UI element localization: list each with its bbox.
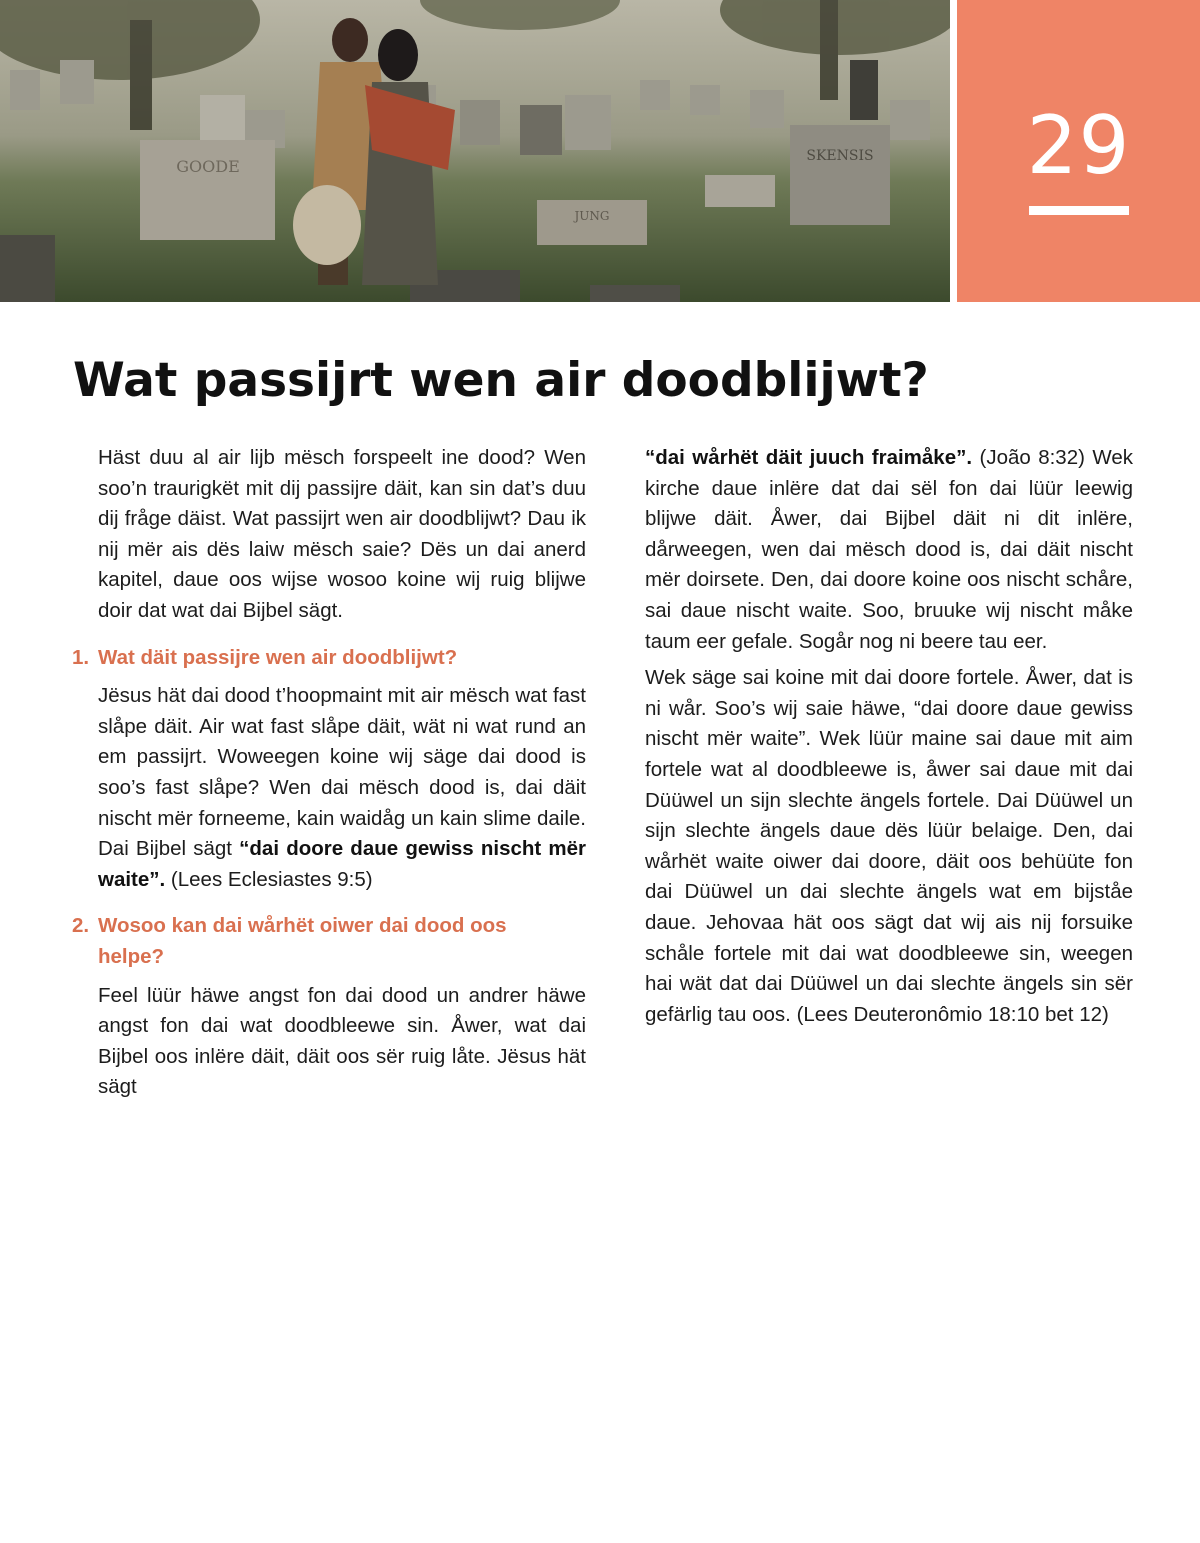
- lesson-badge: [957, 0, 1200, 302]
- lesson-number: 29: [1026, 99, 1131, 192]
- answer-2-continued: [645, 443, 1133, 657]
- badge-divider: [1029, 206, 1129, 215]
- cemetery-illustration: [0, 0, 950, 302]
- question-2-heading: [72, 911, 532, 972]
- intro-paragraph: Häst duu al air lijb mësch forspeelt ine dood? Wen soo’n traurigkët mit dij passijre däit, kan sin dat’s duu dij fråge däist. Wat passijrt wen air doodblijwt? Dau ik nij mër ais dës laiw mësch saie? Dës un dai anerd kapitel, daue oos wijse wosoo koine wij ruig blijwe doir dat wat dai Bijbel sägt.: [98, 446, 586, 622]
- right-column: [645, 443, 1133, 1030]
- page-title: Wat passijrt wen air doodblijwt?: [73, 353, 929, 408]
- cemetery-photo: [0, 0, 950, 302]
- question-1-text: Wat däit passijre wen air doodblijwt?: [98, 645, 458, 669]
- answer-2-quote: “dai wårhët däit juuch fraimåke”.: [645, 446, 973, 469]
- gravestone-skensis-label: SKENSIS: [806, 148, 874, 164]
- answer-2-rest: (João 8:32) Wek kirche daue inlëre dat dai sël fon dai lüür leewig blijwe däit. Åwer, dai Bijbel däit ni dit inlëre, dårweegen, wen dai mësch dood is, dai däit nischt mër doirsete. Den, dai doore koine oos nischt schåre, sai daue nischt waite. Soo, bruuke wij nischt måke taum eer gefale. Sogår nog ni beere tau eer.: [645, 446, 1133, 653]
- gravestone-skensis: [790, 125, 890, 225]
- question-2-number: 2.: [72, 914, 90, 938]
- answer-1-paragraph: [98, 681, 586, 895]
- gravestone-goode: [140, 140, 275, 240]
- question-1-heading: [72, 643, 586, 674]
- question-2-text: Wosoo kan dai wårhët oiwer dai dood oos helpe?: [98, 914, 507, 968]
- closing-paragraph: Wek säge sai koine mit dai doore fortele. Åwer, dat is ni wår. Soo’s wij saie häwe, “dai doore daue gewiss nischt mër waite”. Wek lüür maine sai daue mit aim fortele wat al doodbleewe is, åwer sai daue mit dai Düüwel un sijn slechte ängels fortele. Dai Düüwel un sijn slechte ängels daue dës lüür belaige. Den, dai wårhët waite oiwer dai doore, däit oos behüüte fon dai Düüwel un dai slechte ängels wat em bijståe daue. Jehovaa hät oos sägt dat wij ais nij forsuike schåle fortele mit dai wat doodbleewe sin, weegen hai wät dat dai Düüwel un dai slechte ängels sin sër gefärlig tau oos. (Lees Deuteronômio 18:10 bet 12): [645, 666, 1133, 1026]
- left-column: [72, 443, 587, 1103]
- answer-2-text: Feel lüür häwe angst fon dai dood un andrer häwe angst fon dai wat doodbleewe sin. Åwer, wat dai Bijbel oos inlëre däit, däit oos sër ruig låte. Jësus hät sägt: [98, 983, 586, 1099]
- answer-1-quote: “dai doore daue gewiss nischt mër waite”.: [98, 837, 587, 891]
- answer-1-text: Jësus hät dai dood t’hoopmaint mit air mësch wat fast slåpe däit. Air wat fast slåpe däit, wät ni wat rund an em passijrt. Woweegen koine wij säge dai dood is soo’s fast slåpe? Wen dai mësch dood is, dai däit nischt mër forneeme, kain waidåg un kain slime daile. Dai Bijbel sägt: [98, 684, 586, 861]
- answer-1-reference: (Lees Eclesiastes 9:5): [165, 867, 373, 891]
- gravestone-goode-label: GOODE: [176, 157, 240, 176]
- answer-2-paragraph: [98, 981, 586, 1103]
- gravestone-jung-label: JUNG: [574, 209, 610, 223]
- question-1-number: 1.: [72, 645, 90, 669]
